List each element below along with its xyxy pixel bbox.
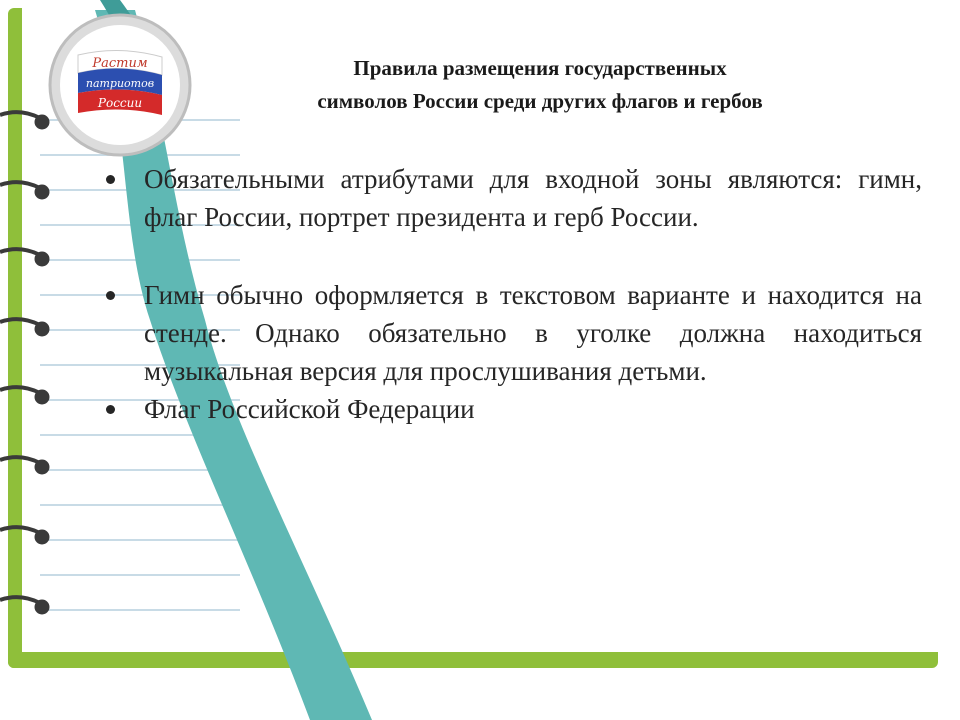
logo-text-line-3: России: [97, 96, 143, 110]
bullet-dot-icon: [106, 175, 115, 184]
bullet-item-anthem: [104, 276, 922, 390]
slide-title: [210, 52, 870, 118]
bullet-dot-icon: [106, 291, 115, 300]
bullet-item-entrance-attributes: [104, 160, 922, 236]
bullet-text: Гимн обычно оформляется в текстовом варианте и находится на стенде. Однако обязательно в уголке должна находиться музыкальная версия для прослушивания детьми.: [144, 280, 922, 386]
slide-title-line-1: Правила размещения государственных: [353, 56, 727, 80]
bullet-text: Обязательными атрибутами для входной зоны являются: гимн, флаг России, портрет президента и герб России.: [144, 164, 922, 232]
logo-text-line-1: Растим: [92, 56, 148, 71]
bullet-dot-icon: [106, 405, 115, 414]
slide-title-line-2: символов России среди других флагов и гербов: [317, 89, 763, 113]
logo-text-line-2: патриотов: [85, 77, 155, 90]
bullet-text: Флаг Российской Федерации: [144, 394, 475, 424]
bullet-list: [104, 160, 922, 428]
logo-emblem: [20, 5, 220, 185]
bullet-item-flag: [104, 390, 922, 428]
